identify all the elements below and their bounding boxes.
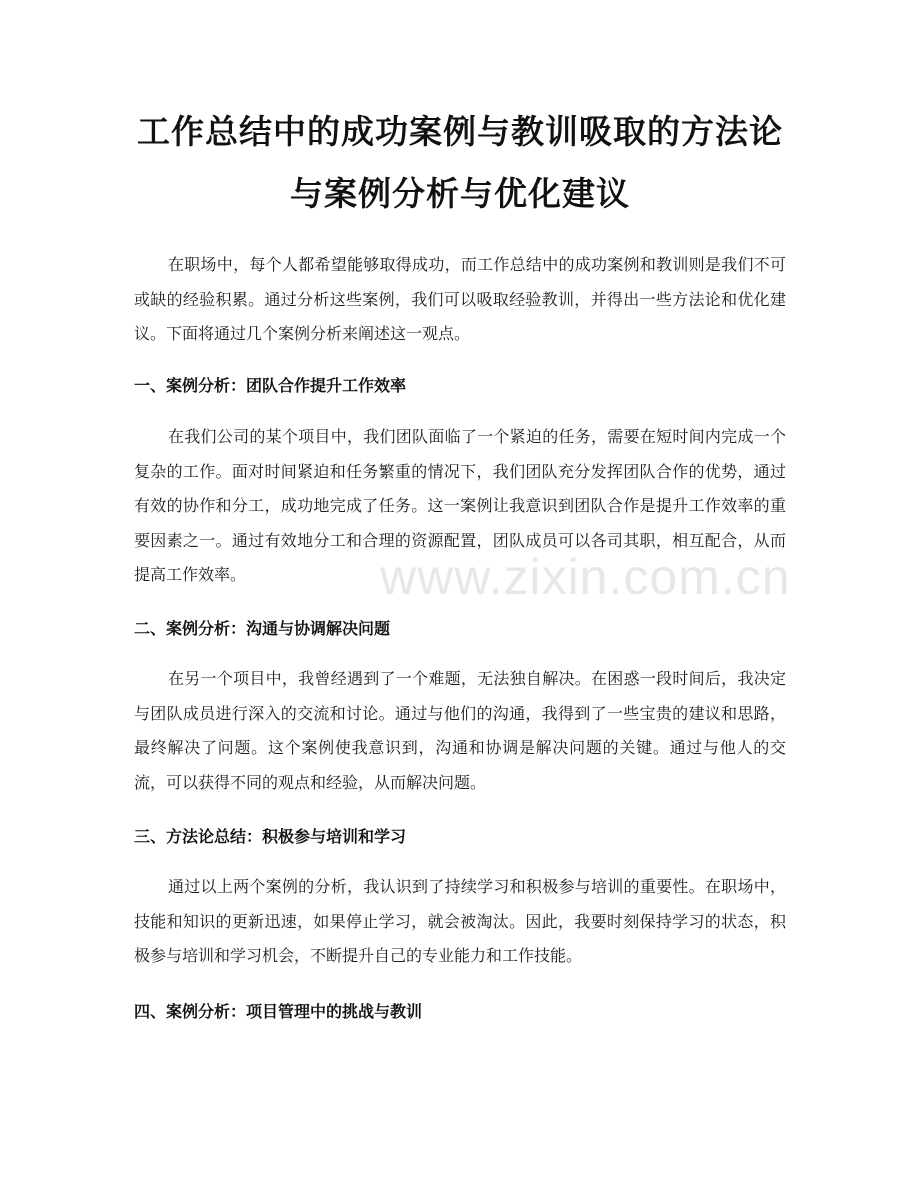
section-paragraph-1: 在我们公司的某个项目中，我们团队面临了一个紧迫的任务，需要在短时间内完成一个复杂的工作。面对时间紧迫和任务繁重的情况下，我们团队充分发挥团队合作的优势，通过有效的协作和分工，成功地完成了任务。这一案例让我意识到团队合作是提升工作效率的重要因素之一。通过有效地分工和合理的资源配置，团队成员可以各司其职，相互配合，从而提高工作效率。 — [134, 427, 786, 584]
section-heading-2: 二、案例分析：沟通与协调解决问题 — [134, 619, 391, 638]
watermark: www.zixin.com.cn — [380, 549, 791, 605]
section-paragraph-2: 在另一个项目中，我曾经遇到了一个难题，无法独自解决。在困惑一段时间后，我决定与团队成员进行深入的交流和讨论。通过与他们的沟通，我得到了一些宝贵的建议和思路，最终解决了问题。这个案例使我意识到，沟通和协调是解决问题的关键。通过与他人的交流，可以获得不同的观点和经验，从而解决问题。 — [134, 669, 786, 792]
section-heading-4: 四、案例分析：项目管理中的挑战与教训 — [134, 1002, 423, 1021]
intro-paragraph: 在职场中，每个人都希望能够取得成功，而工作总结中的成功案例和教训则是我们不可或缺的经验积累。通过分析这些案例，我们可以吸取经验教训，并得出一些方法论和优化建议。下面将通过几个案例分析来阐述这一观点。 — [134, 255, 786, 343]
document-title-line-1: 工作总结中的成功案例与教训吸取的方法论 — [137, 112, 783, 151]
document-title-line-2: 与案例分析与优化建议 — [290, 174, 630, 213]
section-paragraph-3: 通过以上两个案例的分析，我认识到了持续学习和积极参与培训的重要性。在职场中，技能和知识的更新迅速，如果停止学习，就会被淘汰。因此，我要时刻保持学习的状态，积极参与培训和学习机会，不断提升自己的专业能力和工作技能。 — [134, 877, 786, 965]
section-heading-1: 一、案例分析：团队合作提升工作效率 — [134, 376, 407, 395]
section-heading-3: 三、方法论总结：积极参与培训和学习 — [134, 827, 407, 846]
